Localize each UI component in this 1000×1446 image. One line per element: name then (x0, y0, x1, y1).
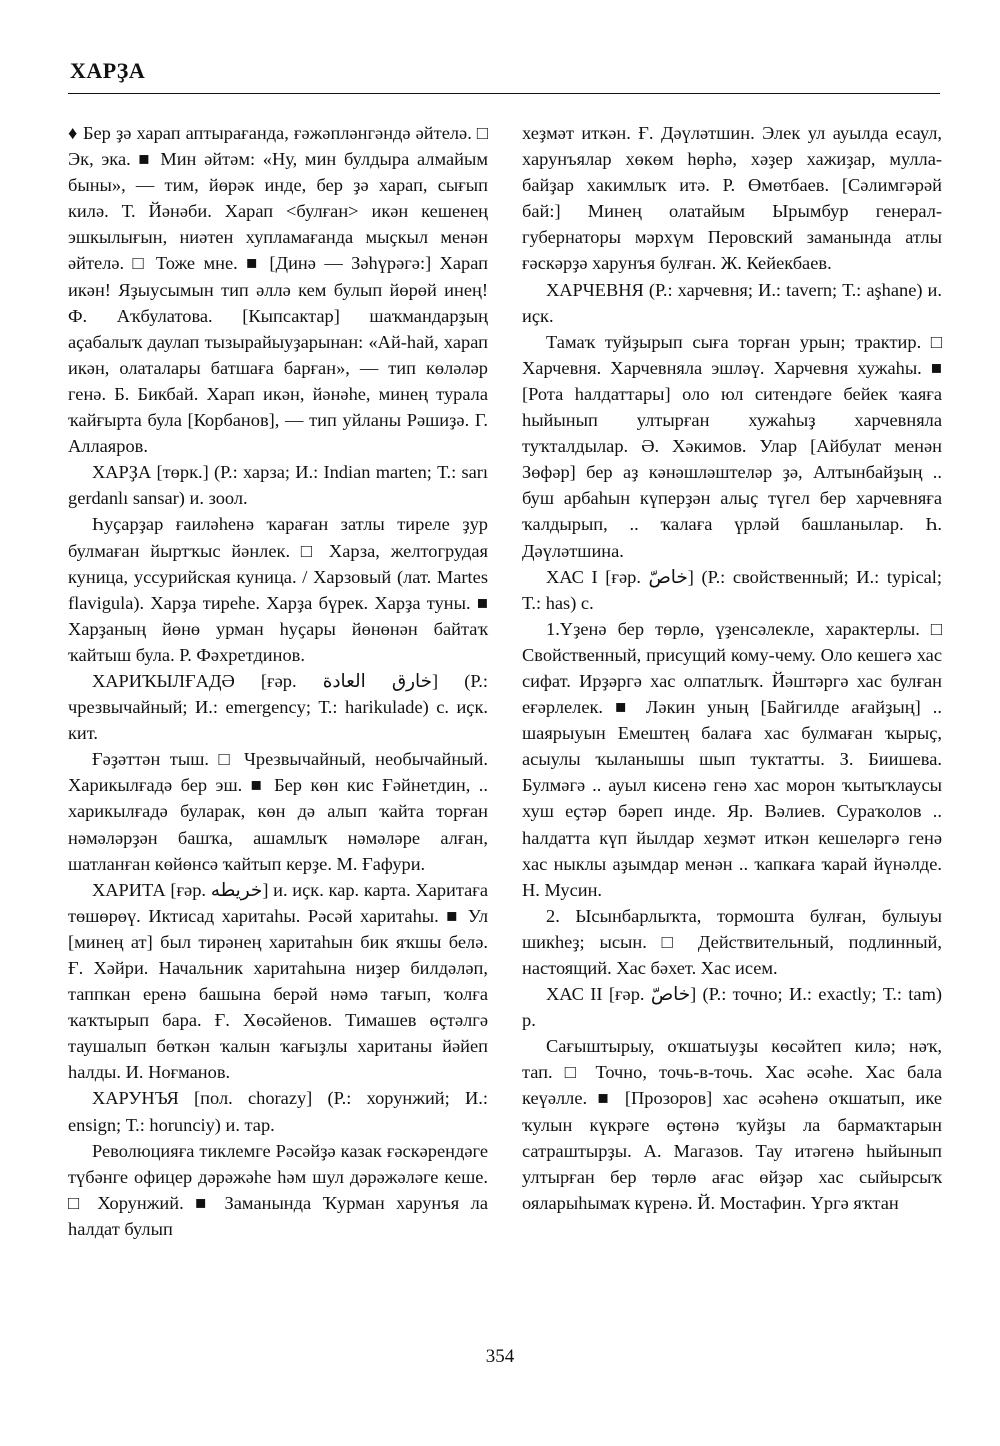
definition-paragraph: ♦ Бер ҙә харап аптырағанда, ғәжәпләнгәндә әйтелә. □ Эк, эка. ■ Мин әйтәм: «Ну, мин булдыра алмайым быны», — тим, йөрәк инде, бер ҙә харап, сығып килә. Т. Йәнәби. Харап <булған> икән кешенең эшкылығын, ниәтен хупламағанда мыҫкыл менән әйтелә. □ Тоже мне. ■ [Динә — Зәһүрәгә:] Харап икән! Яҙыусымын тип әллә кем булып йөрөй инең! Ф. Аҡбулатова. [Кыпсактар] шаҡмандарҙың аҫабалыҡ даулап тызырайыуҙарынан: «Ай-һай, харап икән, олаталары батшаға барған», — тип көләләр генә. Б. Бикбай. Харап икән, йәнәһе, минең турала ҡайғырта була [Корбанов], — тип уйланы Рәшиҙә. Г. Аллаяров. (68, 123, 488, 457)
definition-paragraph: Тамаҡ туйҙырып сыға торған урын; трактир. □ Харчевня. Харчевняла эшләү. Харчевня хужаһы. ■ [Рота һалдаттары] оло юл ситендәге бейек ҡаяға һыйынып ултырған хужаһыҙ харчевняла туҡталдылар. Ә. Хәкимов. Улар [Айбулат менән Зөфәр] бер аҙ кәнәшләштеләр ҙә, Алтынбайҙың .. буш арбаһын күперҙән алыҫ түгел бер харчевняға ҡалдырып, .. ҡалаға үрләй башланылар. Һ. Дәүләтшина. (522, 331, 942, 561)
definition-paragraph: Революцияға тиклемге Рәсәйҙә казак ғәскәрендәге түбәнге офицер дәрәжәһе һәм шул дәрәжәләге кеше. □ Хорунжий. ■ Заманында Ҡурман харунъя ла һалдат булып (68, 1140, 488, 1239)
definition-paragraph: Ғәҙәттән тыш. □ Чрезвычайный, необычайный. Харикылғадә бер эш. ■ Бер көн кис Ғәйнетдин, .. харикылғадә буларак, көн дә алып ҡайта торған нәмәләрҙән башҡа, ашамлыҡ нәмәләре алған, шатланған көйөнсә ҡайтып керҙе. М. Ғафури. (68, 749, 488, 874)
left-column (68, 120, 488, 1242)
dictionary-entry: ХАС I [ғәр. خاصّ] (Р.: свойственный; И.: typical; Т.: has) с. (522, 566, 942, 613)
definition-paragraph: Һуҫарҙар ғаиләһенә ҡараған затлы тиреле ҙур булмаған йыртҡыс йәнлек. □ Харза, желтогрудая куница, уссурийская куница. / Харзовый (лат. Martes flavigula). Харҙа тиреһе. Харҙа бүрек. Харҙа туны. ■ Харҙаның йөнө урман һуҫары йөнөнән байтаҡ ҡайтыш була. Р. Фәхретдинов. (68, 514, 488, 665)
page-number: 354 (485, 1346, 515, 1367)
right-column (522, 120, 942, 1216)
running-head: ХАРҘА (70, 58, 146, 83)
dictionary-entry: ХАРИТА [ғәр. خريطه] и. иҫк. кар. карта. Харитаға төшөрөү. Иктисад харитаһы. Рәсәй харитаһы. ■ Ул [минең ат] был тирәнең харитаһын бик яҡшы белә. Ғ. Хәйри. Начальник харитаһына ниҙер билдәләп, таппкан еренә башына берәй нәмә тағып, ҡолға ҡаҡтырып бара. Ғ. Хөсәйенов. Тимашев өҫтәлгә таушалып бөткән ҡалын ҡағыҙлы хаританы йәйеп һалды. И. Ноғманов. (68, 879, 488, 1083)
dictionary-entry: ХАРҘА [төрк.] (Р.: харза; И.: Indian marten; Т.: sarı gerdanlı sansar) и. зоол. (68, 462, 488, 509)
dictionary-entry: ХАРУНЪЯ [пол. chorazy] (Р.: хорунжий; И.: ensign; Т.: horunciy) и. тар. (68, 1088, 488, 1135)
definition-paragraph: 1.Үҙенә бер төрлө, үҙенсәлекле, характерлы. □ Свойственный, присущий кому-чему. Оло кешегә хас сифат. Ирҙәргә хас олпатлыҡ. Йәштәргә хас булған еғәрлелек. ■ Ләкин уның [Байгилде ағайҙың] .. шаярыуын Емештең балаға хас булмаған ҡырыҫ, асыулы ҡыланышы шып туктатты. З. Биишева. Булмәгә .. ауыл кисенә генә хас морон ҡытыҡлаусы хуш еҫтәр бәреп инде. Яр. Вәлиев. Сураҡолов .. һалдатта күп йылдар хеҙмәт иткән кешеләргә генә хас ныклы аҙымдар менән .. ҡапкаға ҡарай йүнәлде. Н. Мусин. (522, 618, 942, 900)
header-rule (68, 93, 940, 94)
definition-paragraph: 2. Ысынбарлыҡта, тормошта булған, булыуы шикһеҙ; ысын. □ Действительный, подлинный, настоящий. Хас бәхет. Хас исем. (522, 905, 942, 978)
definition-paragraph: хеҙмәт иткән. Ғ. Дәүләтшин. Элек ул ауылда есаул, харунъялар хөкөм һөрһә, хәҙер хажиҙар, мулла-байҙар хакимлыҡ итә. Р. Өмөтбаев. [Сәлимгәрәй бай:] Минең олатайым Ырымбур генерал-губернаторы мәрхүм Перовский заманында атлы ғәскәрҙә харунъя булған. Ж. Кейекбаев. (522, 123, 942, 274)
dictionary-entry: ХАРЧЕВНЯ (Р.: харчевня; И.: tavern; Т.: aşhane) и. иҫк. (522, 279, 942, 326)
dictionary-entry: ХАС II [ғәр. خاصّ] (Р.: точно; И.: exactly; Т.: tam) р. (522, 984, 943, 1031)
dictionary-entry: ХАРИҠЫЛҒАДӘ [ғәр. خارق العادة] (Р.: чрезвычайный; И.: emergency; Т.: harikulade) с. иҫк. кит. (68, 670, 488, 744)
definition-paragraph: Сағыштырыу, оҡшатыуҙы көсәйтеп килә; нәҡ, тап. □ Точно, точь-в-точь. Хас әсәһе. Хас бала кеүәлле. ■ [Прозоров] хас әсәһенә оҡшатып, ике ҡулын күкрәге өҫтөнә ҡуйҙы ла бармаҡтарын сатраштырҙы. А. Магазов. Тау итәгенә һыйынып ултырған бер төрлө ағас өйҙәр хас сыйырсыҡ ояларыһымаҡ күренә. Й. Мостафин. Үргә яҡтан (522, 1036, 942, 1213)
